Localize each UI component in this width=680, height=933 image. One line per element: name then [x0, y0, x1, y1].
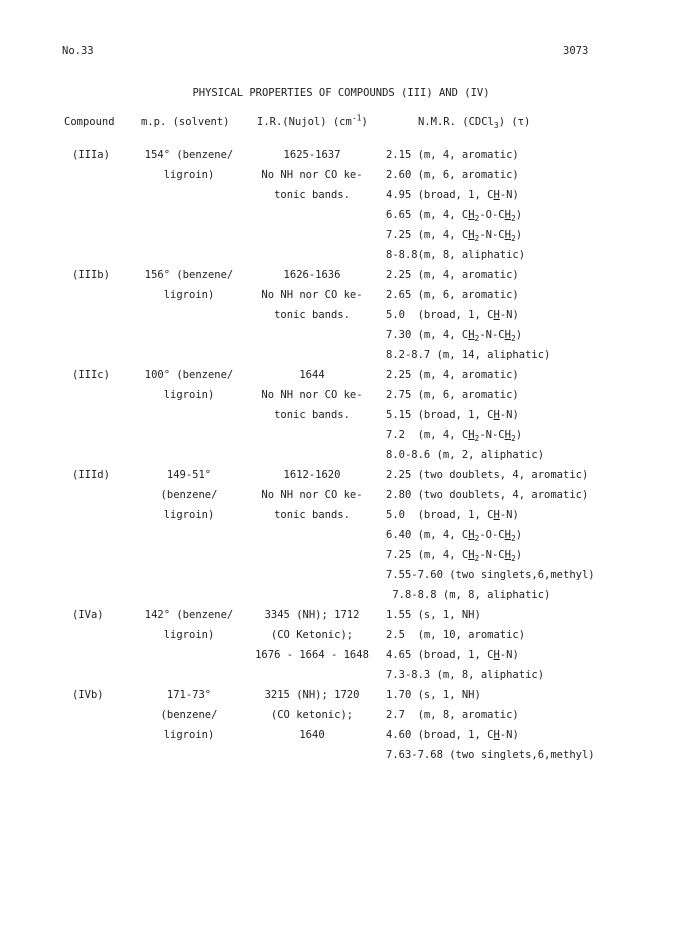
- ir-line: 1644: [299, 369, 325, 381]
- nmr-line: 2.25 (m, 4, aromatic): [386, 369, 519, 381]
- ir-line: 3345 (NH); 1712: [264, 609, 360, 621]
- nmr-line: 7.30 (m, 4, $CH_2-N-CH_2$): [386, 329, 523, 344]
- header-ir-close: ): [361, 116, 368, 128]
- compound-label: (IVa): [72, 609, 104, 621]
- nmr-line: 4.65 (broad, 1, CH-N): [386, 649, 519, 661]
- nmr-line: 2.65 (m, 6, aromatic): [386, 289, 519, 301]
- header-nmr-label: N.M.R. (CDCl: [418, 116, 494, 128]
- melting-point-line: ligroin): [163, 509, 215, 521]
- table-title: PHYSICAL PROPERTIES OF COMPOUNDS (III) AND (IV): [192, 87, 490, 99]
- nmr-line: 8.2-8.7 (m, 14, aliphatic): [386, 349, 551, 361]
- ir-line: tonic bands.: [274, 309, 350, 321]
- ir-line: 1640: [299, 729, 325, 741]
- nmr-line: 8.0-8.6 (m, 2, aliphatic): [386, 449, 545, 461]
- nmr-line: 2.60 (m, 6, aromatic): [386, 169, 519, 181]
- ir-line: No NH nor CO ke-: [261, 489, 363, 501]
- ir-line: No NH nor CO ke-: [261, 169, 363, 181]
- compound-label: (IIId): [72, 469, 110, 481]
- page-number: 3073: [563, 45, 589, 57]
- ir-line: 1625-1637: [283, 149, 341, 161]
- nmr-line: 2.25 (two doublets, 4, aromatic): [386, 469, 589, 481]
- nmr-line: 7.25 (m, 4, $CH_2-N-CH_2$): [386, 549, 523, 564]
- ir-line: 3215 (NH); 1720: [264, 689, 360, 701]
- nmr-line: 2.80 (two doublets, 4, aromatic): [386, 489, 589, 501]
- melting-point-line: ligroin): [163, 289, 215, 301]
- nmr-line: 2.25 (m, 4, aromatic): [386, 269, 519, 281]
- nmr-line: 1.70 (s, 1, NH): [386, 689, 481, 701]
- nmr-line: 2.5 (m, 10, aromatic): [386, 629, 526, 641]
- nmr-line: 6.65 (m, 4, $CH_2-O-CH_2$): [386, 209, 523, 224]
- ir-line: No NH nor CO ke-: [261, 289, 363, 301]
- ir-line: tonic bands.: [274, 189, 350, 201]
- compound-label: (IIIc): [72, 369, 110, 381]
- nmr-line: 5.0 (broad, 1, CH-N): [386, 309, 519, 321]
- nmr-line: 5.0 (broad, 1, CH-N): [386, 509, 519, 521]
- header-mp: m.p. (solvent): [141, 116, 230, 128]
- melting-point-line: 100° (benzene/: [144, 369, 234, 381]
- nmr-line: 2.75 (m, 6, aromatic): [386, 389, 519, 401]
- ir-line: tonic bands.: [274, 509, 350, 521]
- ir-line: tonic bands.: [274, 409, 350, 421]
- nmr-line: 7.63-7.68 (two singlets,6,methyl): [386, 749, 595, 761]
- nmr-line: 7.3-8.3 (m, 8, aliphatic): [386, 669, 545, 681]
- header-compound: Compound: [64, 116, 115, 128]
- nmr-line: 7.2 (m, 4, $CH_2-N-CH_2$): [386, 429, 523, 444]
- header-ir-sup: -1: [351, 113, 362, 123]
- nmr-line: 1.55 (s, 1, NH): [386, 609, 481, 621]
- ir-line: 1626-1636: [283, 269, 341, 281]
- melting-point-line: ligroin): [163, 169, 215, 181]
- melting-point-line: 156° (benzene/: [144, 269, 234, 281]
- ir-line: 1612-1620: [283, 469, 341, 481]
- header-nmr: [418, 115, 530, 129]
- nmr-line: 2.15 (m, 4, aromatic): [386, 149, 519, 161]
- header-ir-label: I.R.(Nujol) (cm: [257, 116, 352, 128]
- nmr-line: 4.95 (broad, 1, CH-N): [386, 189, 519, 201]
- compound-label: (IVb): [72, 689, 104, 701]
- header-nmr-sub: 3: [493, 121, 499, 131]
- ir-line: (CO Ketonic);: [270, 629, 354, 641]
- ir-line: No NH nor CO ke-: [261, 389, 363, 401]
- melting-point-line: ligroin): [163, 629, 215, 641]
- nmr-line: 7.8-8.8 (m, 8, aliphatic): [386, 589, 551, 601]
- header-nmr-close: ) (τ): [498, 116, 531, 128]
- nmr-line: 7.55-7.60 (two singlets,6,methyl): [386, 569, 595, 581]
- melting-point-line: 149-51°: [166, 469, 212, 481]
- melting-point-line: 171-73°: [166, 689, 212, 701]
- nmr-line: 5.15 (broad, 1, CH-N): [386, 409, 519, 421]
- compound-label: (IIIb): [72, 269, 110, 281]
- melting-point-line: (benzene/: [160, 709, 218, 721]
- nmr-line: 8-8.8(m, 8, aliphatic): [386, 249, 526, 261]
- ir-line: 1676 - 1664 - 1648: [255, 649, 369, 661]
- header-ir: [257, 115, 368, 129]
- melting-point-line: ligroin): [163, 729, 215, 741]
- nmr-line: 2.7 (m, 8, aromatic): [386, 709, 519, 721]
- nmr-line: 4.60 (broad, 1, CH-N): [386, 729, 519, 741]
- nmr-line: 6.40 (m, 4, $CH_2-O-CH_2$): [386, 529, 523, 544]
- melting-point-line: (benzene/: [160, 489, 218, 501]
- journal-number: No.33: [62, 45, 94, 57]
- nmr-line: 7.25 (m, 4, $CH_2-N-CH_2$): [386, 229, 523, 244]
- melting-point-line: 142° (benzene/: [144, 609, 234, 621]
- melting-point-line: 154° (benzene/: [144, 149, 234, 161]
- melting-point-line: ligroin): [163, 389, 215, 401]
- ir-line: (CO ketonic);: [270, 709, 354, 721]
- compound-label: (IIIa): [72, 149, 110, 161]
